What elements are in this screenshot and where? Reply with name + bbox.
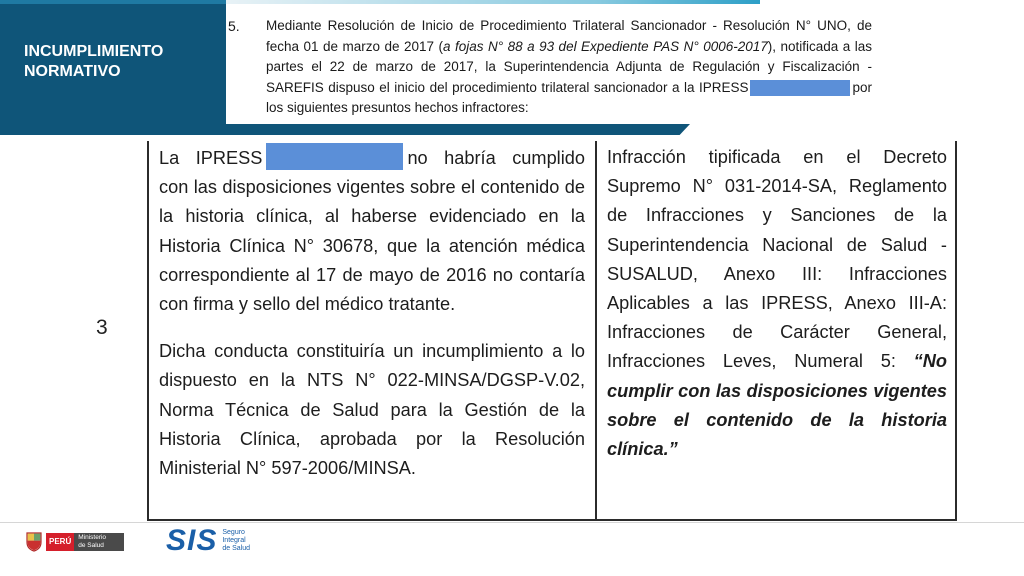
sis-logo [166, 524, 250, 557]
ministerio-de-salud-logo [26, 532, 124, 552]
intro-text-middle: ), notificada a las partes el 22 de marzo de 2017, la Superintendencia Adjunta de Regulación y Fiscalización - SAREFIS dispuso el inicio del procedimiento trilateral sancionador a la IPRESS [266, 38, 872, 95]
sis-subtitle: Seguro Integral de Salud [222, 529, 250, 552]
intro-item-number: 5. [228, 18, 240, 34]
alleged-fact-lead: La IPRESS [159, 148, 263, 168]
infraction-text: Infracción tipificada en el Decreto Supremo N° 031-2014-SA, Reglamento de Infracciones y Sanciones de la Superintendencia Nacional de Salud - SUSALUD, Anexo III: Infracciones Aplicables a las IPRESS, Anexo III-A: Infracciones de Carácter General, Infracciones Leves, Numeral 5: [607, 147, 947, 372]
table-row-number: 3 [96, 316, 108, 339]
footer-rule [0, 522, 1024, 523]
infractions-table [147, 141, 957, 521]
table-cell-infraction-type [607, 143, 947, 464]
sis-wordmark: SIS [166, 524, 218, 557]
infraction-paragraph [607, 143, 947, 464]
footer [0, 522, 1024, 576]
infraction-quote: “No cumplir con las disposiciones vigentes sobre el contenido de la historia clínica.” [607, 351, 947, 460]
table-column-divider [595, 141, 597, 519]
alleged-fact-paragraph [159, 143, 585, 319]
conduct-paragraph: Dicha conducta constituiría un incumplimiento a lo dispuesto en la NTS N° 022-MINSA/DGSP-V.02, Norma Técnica de Salud para la Gestión de la Historia Clínica, aprobada por la Resolución Ministerial N° 597-2006/MINSA. [159, 341, 585, 479]
title-panel [0, 0, 226, 135]
table-cell-alleged-fact [159, 143, 585, 483]
peru-coat-of-arms-icon [26, 532, 42, 552]
peru-label: PERÚ [46, 533, 74, 551]
intro-text-start: Mediante Resolución de Inicio de Procedimiento Trilateral Sancionador - Resolución N° UNO, de fecha 01 de marzo de 2017 ( [266, 18, 872, 54]
intro-paragraph [266, 16, 872, 119]
intro-text-end: por los siguientes presuntos hechos infractores: [266, 79, 872, 116]
intro-text-italic: a fojas N° 88 a 93 del Expediente PAS N° 0006-2017 [442, 38, 768, 54]
redaction-box-ipress [266, 143, 403, 170]
slide-title: INCUMPLIMIENTO NORMATIVO [24, 43, 164, 80]
intro-paragraph-panel [226, 4, 886, 124]
top-accent-strip [0, 0, 226, 4]
redaction-box-intro [750, 80, 850, 96]
alleged-fact-text: no habría cumplido con las disposiciones vigentes sobre el contenido de la historia clínica, al haberse evidenciado en la Historia Clínica N° 30678, que la atención médica correspondiente al 17 de mayo de 2016 no contaría con firma y sello del médico tratante. [159, 148, 585, 315]
ministerio-label: Ministerio de Salud [74, 533, 124, 551]
header-band [0, 124, 690, 135]
